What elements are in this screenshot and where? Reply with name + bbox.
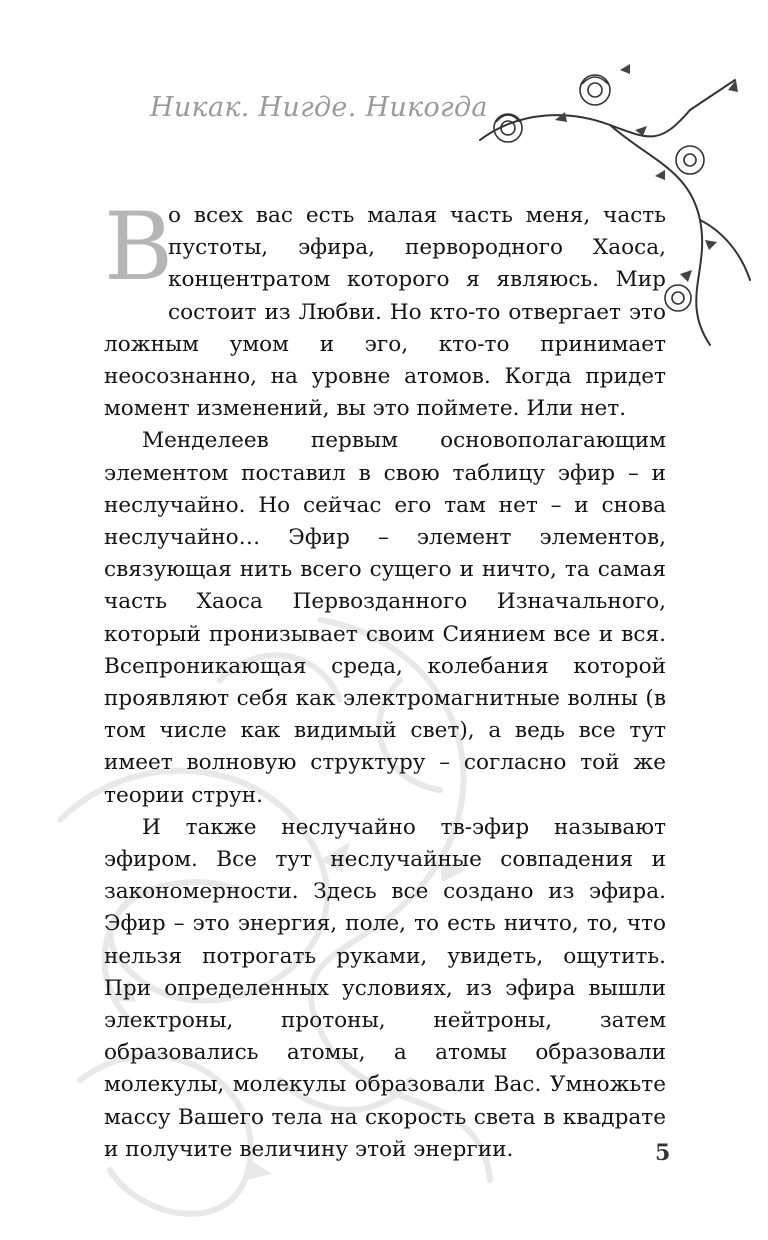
main-text (104, 193, 666, 1166)
paragraph: И также неслучайно тв-эфир называют эфиром. Все тут неслучайные совпадения и закономерности. Здесь все создано из эфира. Эфир – это энергия, поле, то есть ничто, то, что нельзя потрогать руками, увидеть, ощутить. При определенных условиях, из эфира вышли электроны, протоны, нейтроны, затем образовались атомы, а атомы образовали молекулы, молекулы образовали Вас. Умножьте массу Вашего тела на скорость света в квадрате и получите величину этой энергии. (104, 814, 666, 1162)
paragraph: о всех вас есть малая часть меня, часть пустоты, эфира, первородного Хаоса, концентратом которого я являюсь. Мир состоит из Любви. Но кто-то отвергает это ложным умом и эго, кто-то принимает неосознанно, на уровне атомов. Когда придет момент изменений, вы это поймете. Или нет. (104, 203, 666, 422)
paragraph: Менделеев первым основополагающим элементом поставил в свою таблицу эфир – и неслучайно. Но сейчас его там нет – и снова неслучайно… Эфир – элемент элементов, связующая нить всего сущего и ничто, та самая часть Хаоса Первозданного Изначального, который пронизывает своим Сиянием все и вся. Всепроникающая среда, колебания которой проявляют себя как электромагнитные волны (в том числе как видимый свет), а ведь все тут имеет волновую структуру – согласно той же теории струн. (104, 428, 666, 808)
page-number: 5 (655, 1140, 671, 1166)
running-title: Никак. Нигде. Никогда (150, 92, 488, 123)
drop-cap: В (104, 193, 174, 302)
